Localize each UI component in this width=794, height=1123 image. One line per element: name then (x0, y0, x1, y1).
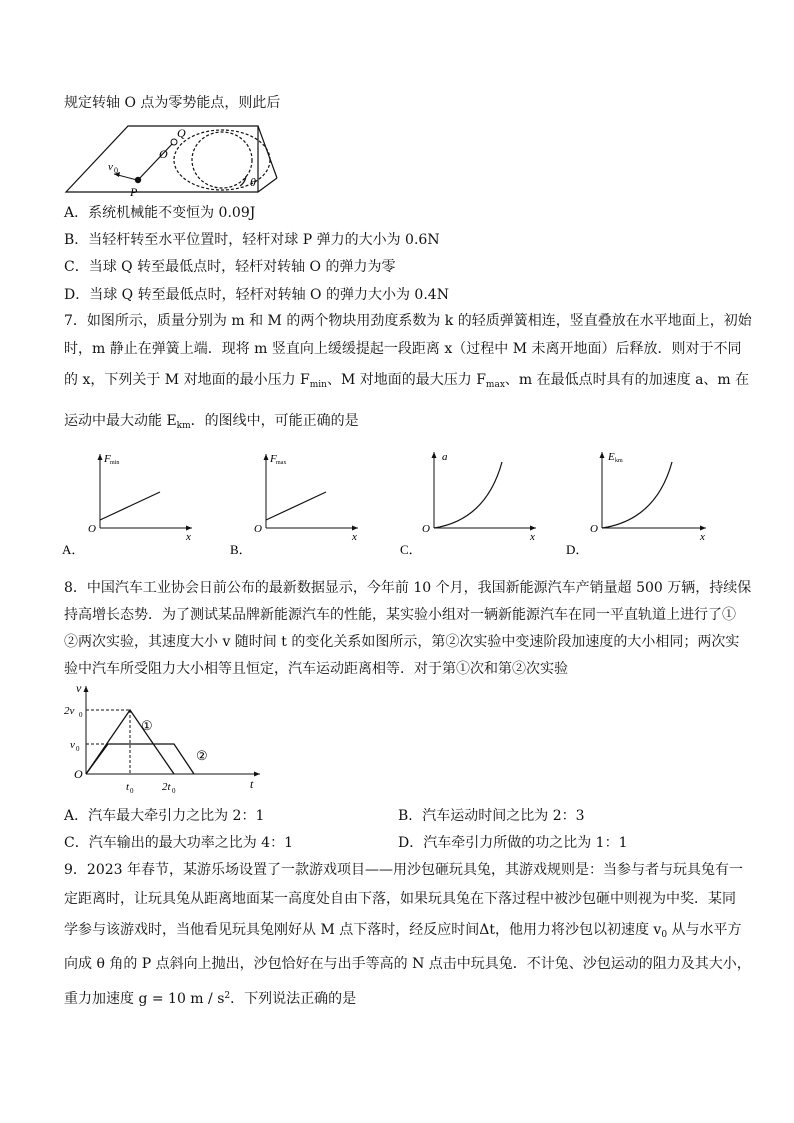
svg-text:v: v (70, 739, 75, 751)
q8-vt-graph (62, 682, 262, 796)
q8-option-d: D．汽车牵引力所做的功之比为 1：1 (398, 835, 628, 851)
svg-text:2t: 2t (162, 781, 171, 793)
label-p: P (130, 185, 138, 198)
graph-b-label: B． (230, 542, 252, 557)
svg-text:min: min (110, 460, 120, 466)
svg-text:O: O (88, 523, 96, 535)
svg-text:0: 0 (76, 745, 80, 753)
graph-a-label: A． (62, 542, 85, 557)
q6-option-b: B．当轻杆转至水平位置时，轻杆对球 P 弹力的大小为 0.6N (64, 232, 440, 248)
svg-text:a: a (442, 451, 448, 463)
q7-line-2: 时，m 静止在弹簧上端．现将 m 竖直向上缓缓提起一段距离 x（过程中 M 未离开地面）后释放．则对于不同 (64, 341, 742, 357)
svg-text:max: max (276, 460, 287, 466)
q7-graph-d (564, 448, 714, 560)
label-v0-sub: 0 (114, 166, 118, 175)
q8-line-1: 8．中国汽车工业协会日前公布的最新数据显示，今年前 10 个月，我国新能源汽车产销量超 500 万辆，持续保 (64, 580, 752, 596)
q8-option-b: B．汽车运动时间之比为 2：3 (398, 808, 585, 824)
curve-2 (86, 744, 194, 774)
svg-text:x: x (700, 531, 705, 543)
q7-graph-c (396, 448, 546, 560)
label-o: O (159, 147, 168, 161)
q9-line-5: 重力加速度 g = 10 m / $s^2$．下列说法正确的是 (64, 991, 357, 1007)
svg-text:km: km (615, 458, 623, 464)
label-theta: θ (250, 175, 256, 189)
q7-line-4: 运动中最大动能 $E_{km}$．的图线中，可能正确的是 (64, 413, 359, 431)
q8-line-3: ②两次实验，其速度大小 v 随时间 t 的变化关系如图所示，第②次实验中变速阶段加速度的大小相同；两次实 (64, 634, 740, 650)
q9-line-1: 9．2023 年春节，某游乐场设置了一款游戏项目——用沙包砸玩具兔，其游戏规则是：当参与者与玩具兔有一 (64, 862, 743, 878)
svg-text:F: F (104, 453, 111, 465)
q6-option-a: A．系统机械能不变恒为 0.09J (64, 205, 256, 221)
q6-figure (62, 120, 282, 198)
svg-text:O: O (254, 523, 262, 535)
svg-text:t: t (250, 777, 254, 791)
svg-text:O: O (590, 523, 598, 535)
graph-c-label: C． (400, 542, 422, 557)
svg-text:0: 0 (130, 787, 134, 795)
svg-text:v: v (76, 682, 82, 695)
q6-intro: 规定转轴 O 点为零势能点，则此后 (64, 95, 281, 111)
svg-text:x: x (530, 531, 535, 543)
graph-d-curve (602, 462, 672, 528)
graph-b-line (266, 492, 326, 520)
graph-d-label: D． (566, 542, 589, 557)
q8-option-c: C．汽车输出的最大功率之比为 4：1 (64, 835, 293, 851)
q7-line-3: 的 x，下列关于 M 对地面的最小压力 $F_{min}$、M 对地面的最大压力 $F_{max}$、m 在最低点时具有的加速度 a、m 在 (64, 372, 750, 390)
q9-line-4: 向成 θ 角的 P 点斜向上抛出，沙包恰好在与出手等高的 N 点击中玩具兔．不计兔、沙包运动的阻力及其大小， (64, 956, 751, 972)
graph-c-curve (434, 462, 502, 528)
q9-line-2: 定距离时，让玩具兔从距离地面某一高度处自由下落，如果玩具兔在下落过程中被沙包砸中则视为中奖．某同 (64, 891, 736, 907)
q8-line-2: 持高增长态势．为了测试某品牌新能源汽车的性能，某实验小组对一辆新能源汽车在同一平直轨道上进行了① (64, 607, 736, 623)
svg-text:0: 0 (79, 711, 83, 719)
svg-text:2v: 2v (64, 705, 75, 717)
curve-1-label: ① (141, 718, 153, 733)
label-v0: v (108, 161, 113, 173)
q6-option-d: D．当球 Q 转至最低点时，轻杆对转轴 O 的弹力大小为 0.4N (64, 287, 449, 303)
svg-text:O: O (422, 523, 430, 535)
q8-option-a: A．汽车最大牵引力之比为 2：1 (64, 808, 265, 824)
q7-graph-b (228, 448, 368, 560)
q6-option-c: C．当球 Q 转至最低点时，轻杆对转轴 O 的弹力为零 (64, 259, 396, 275)
graph-a-line (100, 492, 160, 520)
svg-text:0: 0 (172, 787, 176, 795)
q7-line-1: 7．如图所示，质量分别为 m 和 M 的两个物块用劲度系数为 k 的轻质弹簧相连，竖直叠放在水平地面上，初始 (64, 313, 752, 329)
svg-text:x: x (352, 531, 357, 543)
q8-line-4: 验中汽车所受阻力大小相等且恒定，汽车运动距离相等．对于第①次和第②次实验 (64, 661, 568, 677)
svg-text:E: E (608, 451, 615, 463)
svg-text:x: x (186, 531, 191, 543)
svg-text:O: O (74, 767, 83, 781)
label-q: Q (177, 126, 186, 140)
svg-text:t: t (126, 781, 130, 793)
q7-graph-a (62, 448, 202, 560)
curve-2-label: ② (196, 748, 208, 763)
q9-line-3: 学参与该游戏时，当他看见玩具兔刚好从 M 点下落时，经反应时间Δt，他用力将沙包以初速度 $v_0$ 从与水平方 (64, 922, 742, 940)
svg-text:F: F (270, 453, 277, 465)
